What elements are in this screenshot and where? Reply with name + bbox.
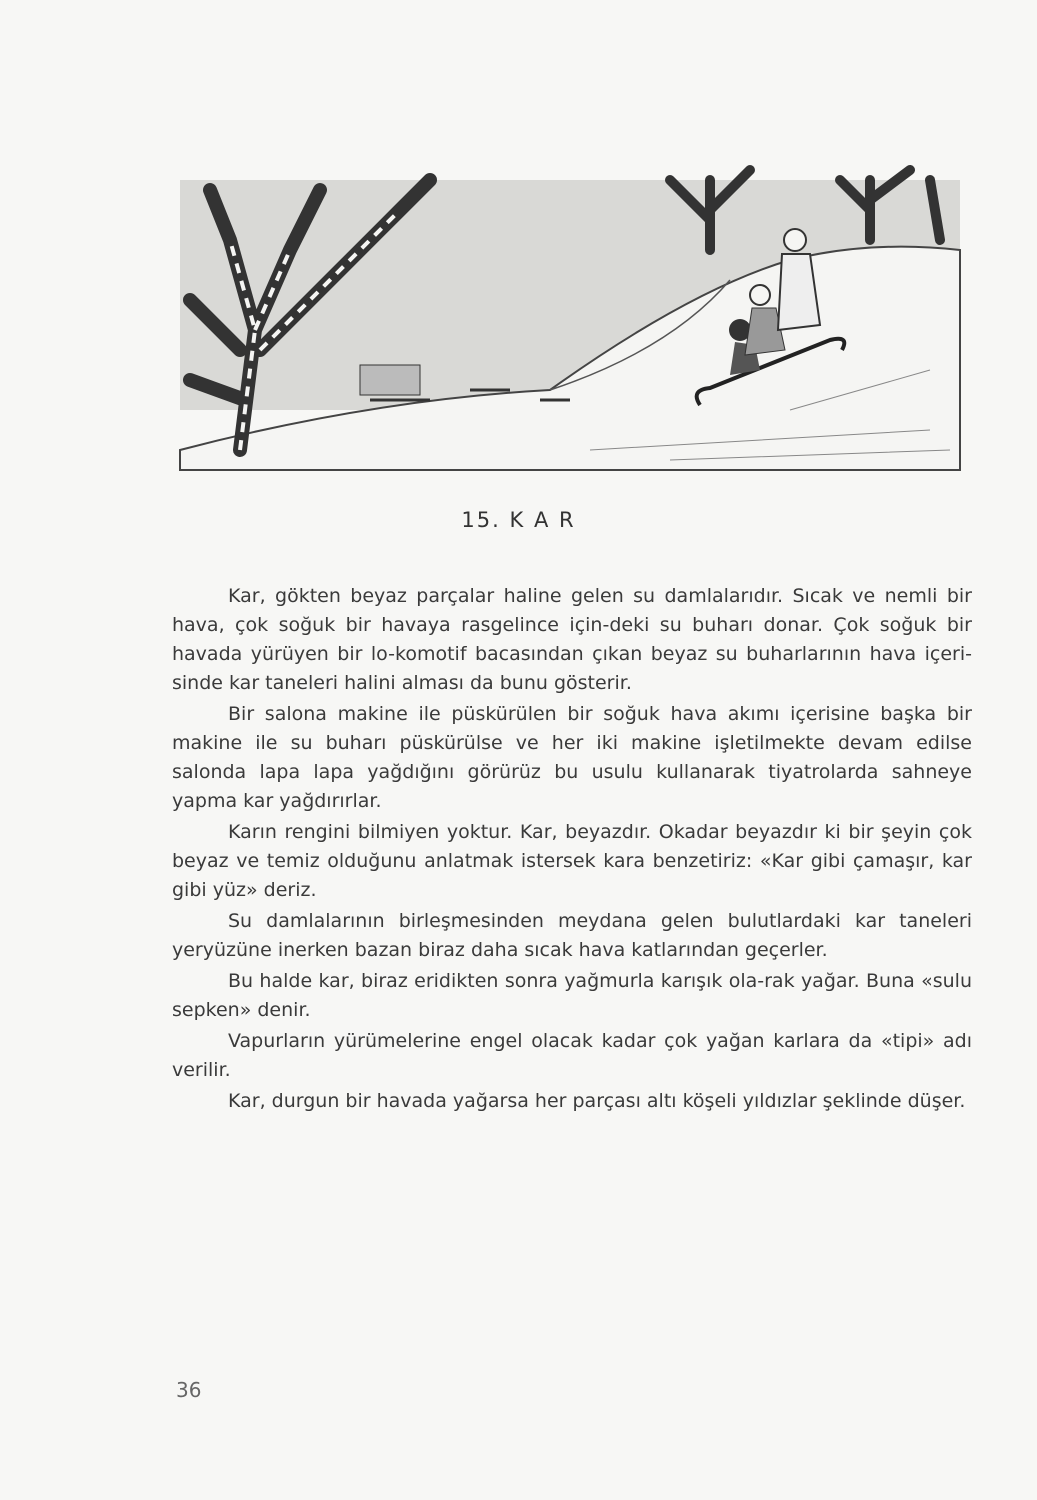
- page-number: 36: [176, 1378, 202, 1402]
- paragraph: Kar, durgun bir havada yağarsa her parçası altı köşeli yıldızlar şeklinde düşer.: [228, 1090, 966, 1112]
- body-text: [172, 582, 972, 1118]
- paragraph: Kar, gökten beyaz parçalar haline gelen su damlalarıdır. Sıcak ve nemli bir hava, çok soğuk bir havaya rasgelince için-deki su buharı donar. Çok soğuk bir havada yürüyen bir lo-komotif bacasından çıkan beyaz su buharlarının hava içeri-sinde kar taneleri halini alması da bunu gösterir.: [172, 585, 972, 694]
- paragraph: Bu halde kar, biraz eridikten sonra yağmurla karışık ola-rak yağar. Buna «sulu sepken» denir.: [172, 970, 972, 1021]
- paragraph: Bir salona makine ile püskürülen bir soğuk hava akımı içerisine başka bir makine ile su buharı püskürülse ve her iki makine işletilmekte devam edilse salonda lapa lapa yağdığını görürüz bu usulu kullanarak tiyatrolarda sahneye yapma kar yağdırırlar.: [172, 703, 972, 812]
- paragraph: Su damlalarının birleşmesinden meydana gelen bulutlardaki kar taneleri yeryüzüne inerken bazan biraz daha sıcak hava katlarından geçerler.: [172, 910, 972, 961]
- snow-sledding-illustration: [170, 150, 970, 490]
- chapter-title: 15. K A R: [461, 508, 576, 532]
- paragraph: Karın rengini bilmiyen yoktur. Kar, beyazdır. Okadar beyazdır ki bir şeyin çok beyaz ve temiz olduğunu anlatmak istersek kara benzetiriz: «Kar gibi çamaşır, kar gibi yüz» deriz.: [172, 821, 972, 901]
- paragraph: Vapurların yürümelerine engel olacak kadar çok yağan karlara da «tipi» adı verilir.: [172, 1030, 972, 1081]
